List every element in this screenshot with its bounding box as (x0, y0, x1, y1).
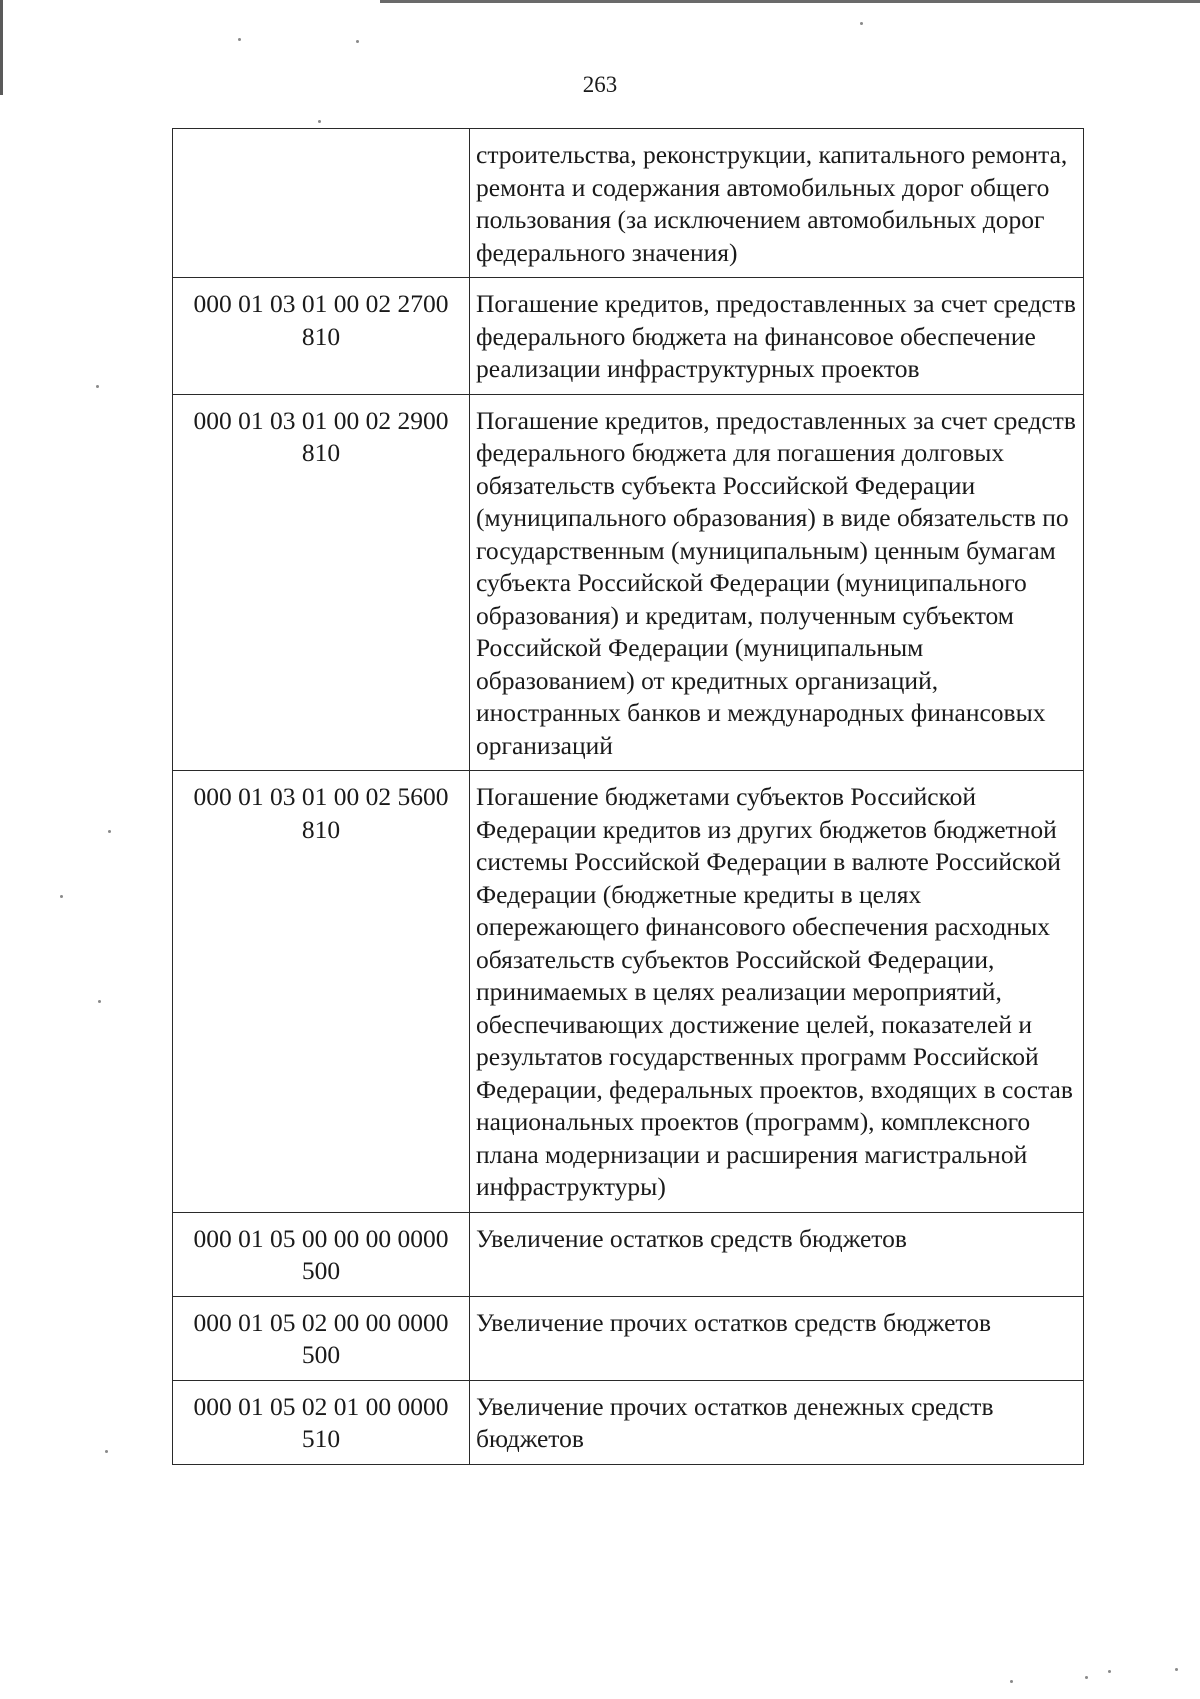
name-cell: Погашение кредитов, предоставленных за счет средств федерального бюджета для погашения долговых обязательств субъекта Российской Федерации (муниципального образования) в виде обязательств по государственным (муниципальным) ценным бумагам субъекта Российской Федерации (муниципального образования) и кредитам, полученным субъектом Российской Федерации (муниципальным образованием) от кредитных организаций, иностранных банков и международных финансовых организаций (470, 394, 1084, 771)
name-cell: Увеличение прочих остатков средств бюджетов (470, 1296, 1084, 1380)
code-cell (173, 129, 470, 278)
scan-speck (60, 895, 63, 898)
scan-speck (238, 38, 241, 41)
table-row (173, 1212, 1084, 1296)
name-cell: Увеличение прочих остатков денежных средств бюджетов (470, 1380, 1084, 1464)
code-line: 000 01 03 01 00 02 5600 (193, 782, 449, 811)
table-row (173, 771, 1084, 1213)
scan-speck (98, 1000, 101, 1003)
scan-speck (108, 830, 111, 833)
scan-speck (1085, 1676, 1088, 1679)
code-line: 000 01 03 01 00 02 2900 (193, 405, 449, 435)
code-line: 810 (301, 321, 341, 351)
name-cell: строительства, реконструкции, капитального ремонта, ремонта и содержания автомобильных дорог общего пользования (за исключением автомобильных дорог федерального значения) (470, 129, 1084, 278)
scan-speck (105, 1450, 108, 1453)
scan-edge-top (380, 0, 1200, 3)
table-row (173, 394, 1084, 771)
scan-speck (1175, 1668, 1178, 1671)
code-line: 000 01 05 02 00 00 0000 (193, 1307, 449, 1337)
scan-speck (318, 120, 321, 123)
code-cell (173, 1212, 470, 1296)
scan-speck (356, 40, 359, 43)
code-line: 810 (301, 814, 341, 844)
table-row (173, 278, 1084, 395)
code-line: 000 01 05 02 01 00 0000 (193, 1391, 449, 1421)
code-line: 500 (301, 1340, 341, 1369)
code-cell (173, 394, 470, 771)
code-line: 000 01 03 01 00 02 2700 (193, 289, 449, 318)
budget-classification-table (172, 128, 1084, 1465)
page-number: 263 (582, 72, 618, 97)
name-cell: Погашение кредитов, предоставленных за счет средств федерального бюджета на финансовое обеспечение реализации инфраструктурных проектов (470, 278, 1084, 395)
scan-speck (1108, 1670, 1111, 1673)
code-line: 810 (301, 438, 341, 467)
scan-speck (1010, 1680, 1013, 1683)
code-cell (173, 1380, 470, 1464)
name-cell: Увеличение остатков средств бюджетов (470, 1212, 1084, 1296)
code-cell (173, 771, 470, 1213)
table-row (173, 129, 1084, 278)
code-line: 510 (301, 1424, 341, 1453)
table-row (173, 1296, 1084, 1380)
code-cell (173, 1296, 470, 1380)
code-line: 500 (301, 1256, 341, 1285)
name-cell: Погашение бюджетами субъектов Российской Федерации кредитов из других бюджетов бюджетной системы Российской Федерации в валюте Российской Федерации (бюджетные кредиты в целях опережающего финансового обеспечения расходных обязательств субъектов Российской Федерации, принимаемых в целях реализации мероприятий, обеспечивающих достижение целей, показателей и результатов государственных программ Российской Федерации, федеральных проектов, входящих в состав национальных проектов (программ), комплексного плана модернизации и расширения магистральной инфраструктуры) (470, 771, 1084, 1213)
scan-speck (860, 22, 863, 25)
table-row (173, 1380, 1084, 1464)
code-cell (173, 278, 470, 395)
scan-speck (96, 385, 99, 388)
code-line: 000 01 05 00 00 00 0000 (193, 1223, 449, 1253)
